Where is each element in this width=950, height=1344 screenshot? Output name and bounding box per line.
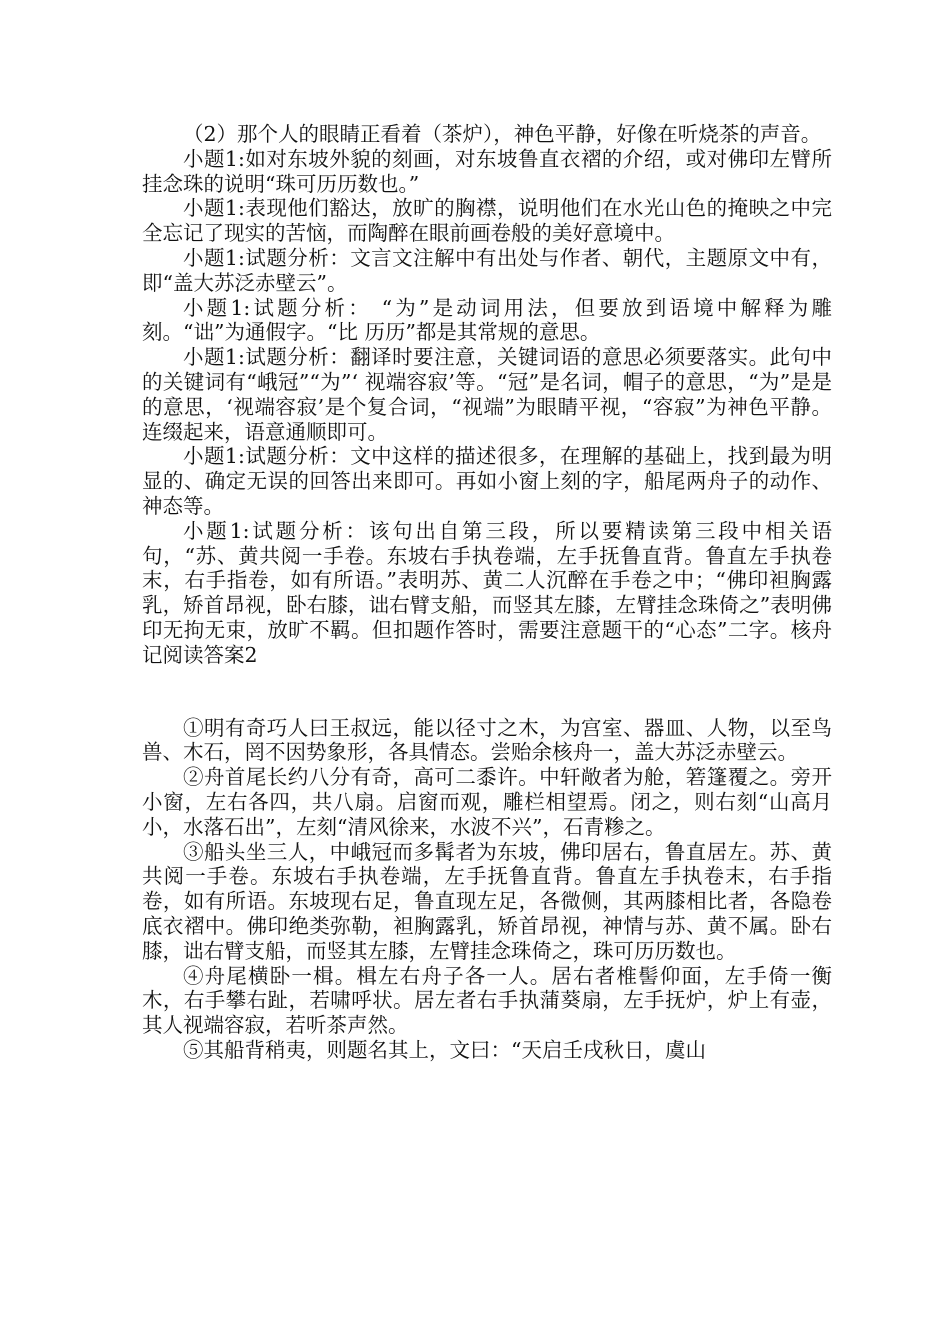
answer-paragraph-2: 小题1:如对东坡外貌的刻画，对东坡鲁直衣褶的介绍，或对佛印左臂所挂念珠的说明“珠可历历数也。” xyxy=(142,146,832,196)
passage-paragraph-3: ③船头坐三人，中峨冠而多髯者为东坡，佛印居右，鲁直居左。苏、黄共阅一手卷。东坡右手执卷端，左手抚鲁直背。鲁直左手执卷末，右手指卷，如有所语。东坡现右足，鲁直现左足，各微侧，其两膝相比者，各隐卷底衣褶中。佛印绝类弥勒，袒胸露乳，矫首昂视，神情与苏、黄不属。卧右膝，诎右臂支船，而竖其左膝，左臂挂念珠倚之，珠可历历数也。 xyxy=(142,839,832,963)
answer-paragraph-1: （2）那个人的眼睛正看着（茶炉），神色平静，好像在听烧茶的声音。 xyxy=(183,122,822,146)
answer-paragraph-4: 小题1:试题分析：文言文注解中有出处与作者、朝代，主题原文中有，即“盖大苏泛赤壁云”。 xyxy=(142,245,832,295)
answer-paragraph-8: 小题1:试题分析：该句出自第三段，所以要精读第三段中相关语句，“苏、黄共阅一手卷。东坡右手执卷端，左手抚鲁直背。鲁直左手执卷末，右手指卷，如有所语。”表明苏、黄二人沉醉在手卷之中；“佛印袒胸露乳，矫首昂视，卧右膝，诎右臂支船，而竖其左膝，左臂挂念珠倚之”表明佛印无拘无束，放旷不羁。但扣题作答时，需要注意题干的“心态”二字。核舟记阅读答案2 xyxy=(142,518,832,667)
answer-paragraph-3: 小题1:表现他们豁达，放旷的胸襟，说明他们在水光山色的掩映之中完全忘记了现实的苦恼，而陶醉在眼前画卷般的美好意境中。 xyxy=(142,196,832,246)
passage-paragraph-2: ②舟首尾长约八分有奇，高可二黍许。中轩敞者为舱，箬篷覆之。旁开小窗，左右各四，共八扇。启窗而观，雕栏相望焉。闭之，则右刻“山高月小，水落石出”，左刻“清风徐来，水波不兴”，石青糁之。 xyxy=(142,765,832,839)
passage-paragraph-5: ⑤其船背稍夷，则题名其上，文曰：“天启壬戌秋日，虞山 xyxy=(183,1037,706,1062)
section-gap xyxy=(142,668,832,716)
passage-paragraph-4: ④舟尾横卧一楫。楫左右舟子各一人。居右者椎髻仰面，左手倚一衡木，右手攀右趾，若啸呼状。居左者右手执蒲葵扇，左手抚炉，炉上有壶，其人视端容寂，若听茶声然。 xyxy=(142,963,832,1038)
passage-paragraph-1: ①明有奇巧人曰王叔远，能以径寸之木，为宫室、器皿、人物，以至鸟兽、木石，罔不因势象形，各具情态。尝贻余核舟一，盖大苏泛赤壁云。 xyxy=(142,715,832,765)
answer-paragraph-5: 小题1:试题分析： “为”是动词用法，但要放到语境中解释为雕刻。“诎”为通假字。“比 历历”都是其常规的意思。 xyxy=(142,295,832,345)
answer-paragraph-7: 小题1:试题分析：文中这样的描述很多，在理解的基础上，找到最为明显的、确定无误的回答出来即可。再如小窗上刻的字，船尾两舟子的动作、神态等。 xyxy=(142,444,832,518)
answer-paragraph-6: 小题1:试题分析：翻译时要注意，关键词语的意思必须要落实。此句中的关键词有“峨冠”“为”‘ 视端容寂’等。“冠”是名词，帽子的意思，“为”是是的意思，‘视端容寂’是个复合词，“视端”为眼睛平视，“容寂”为神色平静。连缀起来，语意通顺即可。 xyxy=(142,345,832,444)
document-page xyxy=(142,122,832,1063)
